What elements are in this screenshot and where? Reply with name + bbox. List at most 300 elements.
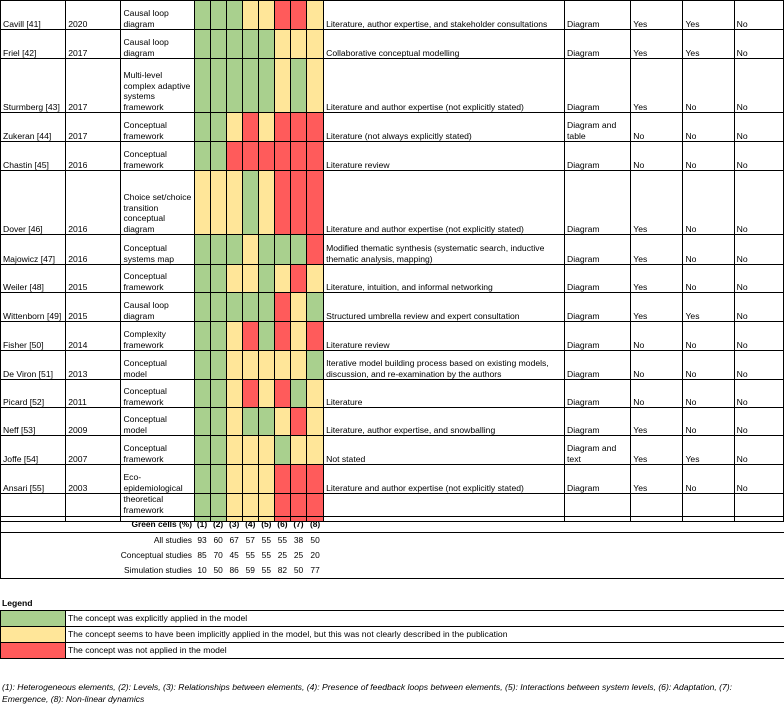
concept-cell-8: [307, 235, 324, 265]
model-type-cell: Conceptual framework: [121, 113, 194, 142]
year-cell: 2016: [66, 235, 121, 265]
concept-cell-6: [274, 1, 290, 30]
summary-value: 60: [213, 535, 223, 545]
format-cell: Diagram: [565, 380, 631, 408]
legend-title: Legend: [2, 598, 33, 608]
col-b-cell: No: [683, 380, 734, 408]
source-cell: Modified thematic synthesis (systematic search, inductive thematic analysis, mapping): [324, 235, 565, 265]
concept-cell-1: [194, 113, 210, 142]
model-type-cell: Multi-level complex adaptive systems framework: [121, 59, 194, 113]
summary-header: [0, 517, 784, 533]
format-cell: Diagram: [565, 1, 631, 30]
summary-value: 20: [310, 550, 320, 560]
col-b-cell: No: [683, 465, 734, 494]
summary-row: [0, 548, 784, 563]
col-a-cell: Yes: [631, 59, 683, 113]
year-cell: 2013: [66, 351, 121, 380]
col-c-cell: No: [734, 171, 783, 235]
concept-cell-8: [307, 408, 324, 436]
source-cell: Literature review: [324, 142, 565, 171]
concept-cell-1: [194, 30, 210, 59]
summary-row-label: Conceptual studies: [120, 550, 192, 560]
year-cell: 2020: [66, 1, 121, 30]
concept-cell-1: [194, 380, 210, 408]
summary-header-label: Green cells (%): [0, 517, 194, 533]
legend-text: The concept seems to have been implicitly applied in the model, but this was not clearly described in the publication: [66, 627, 784, 643]
concept-cell-1: [194, 322, 210, 351]
col-b-cell: Yes: [683, 436, 734, 465]
source-cell: Literature, author expertise, and snowballing: [324, 408, 565, 436]
concept-cell-3: [226, 265, 242, 293]
concept-cell-7: [291, 30, 307, 59]
concept-cell-1: [194, 408, 210, 436]
summary-col-header: (6): [274, 517, 290, 533]
year-cell: 2014: [66, 322, 121, 351]
concept-cell-5: [258, 59, 274, 113]
author-cell: Majowicz [47]: [1, 235, 66, 265]
col-a-cell: Yes: [631, 408, 683, 436]
concept-cell-2: [210, 380, 226, 408]
concept-cell-5: [258, 351, 274, 380]
table-row: [1, 171, 784, 235]
concept-cell-4: [242, 235, 258, 265]
concept-cell-6: [274, 265, 290, 293]
model-type-cell: Choice set/choice transition conceptual diagram: [121, 171, 194, 235]
source-cell: Literature: [324, 380, 565, 408]
concept-cell-7: [291, 465, 307, 494]
format-cell: Diagram and text: [565, 436, 631, 465]
concept-cell-5: [258, 465, 274, 494]
summary-col-header: (3): [226, 517, 242, 533]
source-cell: Structured umbrella review and expert consultation: [324, 293, 565, 322]
summary-value: 93: [197, 535, 207, 545]
concept-cell-8: [307, 380, 324, 408]
author-cell: Wittenborn [49]: [1, 293, 66, 322]
concept-cell-8: [307, 436, 324, 465]
concept-cell-7: [291, 142, 307, 171]
format-cell: Diagram: [565, 235, 631, 265]
source-cell: Not stated: [324, 436, 565, 465]
summary-spacer: [324, 517, 784, 533]
concept-cell-2: [210, 293, 226, 322]
concept-cell-7: [291, 408, 307, 436]
col-c-cell: No: [734, 465, 783, 494]
model-type-cell: Conceptual framework: [121, 436, 194, 465]
col-a-cell: No: [631, 113, 683, 142]
concept-cell-8: [307, 465, 324, 494]
concept-cell-3: [226, 235, 242, 265]
concept-cell-2: [210, 265, 226, 293]
col-a-cell: Yes: [631, 265, 683, 293]
source-cell: Literature review: [324, 322, 565, 351]
model-type-cell: Causal loop diagram: [121, 30, 194, 59]
col-b-cell: No: [683, 408, 734, 436]
summary-value: 57: [245, 535, 255, 545]
author-cell: Cavill [41]: [1, 1, 66, 30]
col-c-cell: No: [734, 408, 783, 436]
concept-cell-8: [307, 171, 324, 235]
col-c-cell: No: [734, 436, 783, 465]
concept-cell-1: [194, 436, 210, 465]
concept-cell-1: [194, 171, 210, 235]
col-a-cell: Yes: [631, 235, 683, 265]
concept-cell-1: [194, 351, 210, 380]
concept-cell-6: [274, 113, 290, 142]
concept-cell-3: [226, 408, 242, 436]
table-row: [1, 322, 784, 351]
col-a-cell: Yes: [631, 436, 683, 465]
concept-cell-7: [291, 59, 307, 113]
table-row: [1, 408, 784, 436]
summary-row-label: Simulation studies: [124, 565, 192, 575]
source-cell: Iterative model building process based on existing models, discussion, and re-examination by the authors: [324, 351, 565, 380]
summary-value: 10: [197, 565, 207, 575]
author-cell: Ansari [55]: [1, 465, 66, 494]
col-b-cell: No: [683, 322, 734, 351]
concept-cell-2: [210, 322, 226, 351]
year-cell: 2015: [66, 293, 121, 322]
summary-rows: [0, 517, 784, 579]
author-cell: Weiler [48]: [1, 265, 66, 293]
summary-row-label: All studies: [153, 535, 192, 545]
model-type-cell: Conceptual framework: [121, 142, 194, 171]
table-row: [1, 436, 784, 465]
summary-row: [0, 563, 784, 578]
col-b-cell: Yes: [683, 30, 734, 59]
col-a-cell: Yes: [631, 171, 683, 235]
format-cell: Diagram: [565, 322, 631, 351]
model-type-cell: Conceptual model: [121, 408, 194, 436]
summary-spacer: [324, 563, 784, 578]
concept-cell-4: [242, 59, 258, 113]
author-cell: Zukeran [44]: [1, 113, 66, 142]
concept-cell-4: [242, 30, 258, 59]
concept-cell-6: [274, 465, 290, 494]
legend-swatch: [1, 643, 66, 659]
col-c-cell: No: [734, 30, 783, 59]
model-type-cell: Causal loop diagram: [121, 1, 194, 30]
concept-cell-7: [291, 436, 307, 465]
col-b-cell: No: [683, 235, 734, 265]
concept-cell-7: [291, 351, 307, 380]
col-c-cell: No: [734, 1, 783, 30]
author-cell: Fisher [50]: [1, 322, 66, 351]
concept-cell-8: [307, 1, 324, 30]
model-type-cell: theoretical framework: [121, 494, 194, 522]
concept-cell-7: [291, 1, 307, 30]
summary-col-header: (1): [194, 517, 210, 533]
concept-cell-4: [242, 113, 258, 142]
format-cell: Diagram: [565, 265, 631, 293]
concept-cell-2: [210, 30, 226, 59]
concept-cell-3: [226, 1, 242, 30]
summary-spacer: [324, 548, 784, 563]
summary-value: 67: [229, 535, 239, 545]
year-cell: 2017: [66, 59, 121, 113]
summary-value: 55: [261, 550, 271, 560]
model-type-cell: Conceptual framework: [121, 380, 194, 408]
concept-cell-1: [194, 293, 210, 322]
concept-cell-7: [291, 293, 307, 322]
concept-cell-4: [242, 465, 258, 494]
col-a-cell: Yes: [631, 465, 683, 494]
concept-cell-3: [226, 380, 242, 408]
model-type-cell: Conceptual framework: [121, 265, 194, 293]
summary-value: 55: [277, 535, 288, 545]
legend-swatch: [1, 627, 66, 643]
format-cell: Diagram: [565, 408, 631, 436]
concept-cell-6: [274, 380, 290, 408]
summary-value: 50: [293, 565, 304, 575]
col-c-cell: No: [734, 351, 783, 380]
concept-cell-1: [194, 1, 210, 30]
format-cell: Diagram: [565, 142, 631, 171]
concept-cell-7: [291, 380, 307, 408]
table-row: [1, 142, 784, 171]
concept-cell-6: [274, 59, 290, 113]
table-row: [1, 59, 784, 113]
source-cell: Collaborative conceptual modelling: [324, 30, 565, 59]
source-cell: Literature, intuition, and informal networking: [324, 265, 565, 293]
legend-rows: [1, 611, 784, 659]
summary-col-header: (7): [290, 517, 306, 533]
concept-cell-3: [226, 351, 242, 380]
concept-cell-2: [210, 59, 226, 113]
summary-value: 77: [310, 565, 320, 575]
summary-value: 82: [277, 565, 288, 575]
year-cell: 2017: [66, 113, 121, 142]
col-a-cell: Yes: [631, 1, 683, 30]
concept-cell-8: [307, 59, 324, 113]
summary-value: 50: [213, 565, 223, 575]
col-c-cell: No: [734, 235, 783, 265]
format-cell: Diagram and table: [565, 113, 631, 142]
source-cell: Literature, author expertise, and stakeholder consultations: [324, 1, 565, 30]
col-a-cell: No: [631, 322, 683, 351]
table-row: [1, 30, 784, 59]
concept-cell-5: [258, 322, 274, 351]
source-cell: Literature and author expertise (not explicitly stated): [324, 171, 565, 235]
source-cell: Literature and author expertise (not explicitly stated): [324, 59, 565, 113]
concept-cell-4: [242, 380, 258, 408]
author-cell: Dover [46]: [1, 171, 66, 235]
legend-text: The concept was not applied in the model: [66, 643, 784, 659]
table-row: [1, 293, 784, 322]
col-a-cell: Yes: [631, 30, 683, 59]
concept-cell-4: [242, 408, 258, 436]
col-c-cell: No: [734, 265, 783, 293]
model-type-cell: Conceptual model: [121, 351, 194, 380]
legend-swatch: [1, 611, 66, 627]
concept-cell-3: [226, 59, 242, 113]
legend-item: [1, 627, 784, 643]
legend-text: The concept was explicitly applied in the model: [66, 611, 784, 627]
concept-cell-5: [258, 265, 274, 293]
col-a-cell: No: [631, 142, 683, 171]
concept-cell-3: [226, 171, 242, 235]
format-cell: Diagram: [565, 351, 631, 380]
author-cell: Joffe [54]: [1, 436, 66, 465]
concept-cell-8: [307, 351, 324, 380]
summary-value: 25: [293, 550, 304, 560]
summary-value: 50: [310, 535, 320, 545]
model-type-cell: Causal loop diagram: [121, 293, 194, 322]
format-cell: Diagram: [565, 465, 631, 494]
concept-cell-5: [258, 408, 274, 436]
concept-cell-8: [307, 113, 324, 142]
concept-cell-3: [226, 113, 242, 142]
legend-table: [0, 610, 784, 659]
summary-col-header: (4): [242, 517, 258, 533]
model-type-cell: Eco-epidemiological: [121, 465, 194, 494]
table-row: [1, 235, 784, 265]
col-a-cell: No: [631, 351, 683, 380]
author-cell: De Viron [51]: [1, 351, 66, 380]
concept-cell-1: [194, 265, 210, 293]
col-b-cell: No: [683, 59, 734, 113]
legend-item: [1, 643, 784, 659]
concept-cell-4: [242, 293, 258, 322]
col-b-cell: No: [683, 351, 734, 380]
summary-value: 25: [277, 550, 288, 560]
concept-cell-5: [258, 380, 274, 408]
summary-col-header: (5): [258, 517, 274, 533]
concept-cell-2: [210, 465, 226, 494]
concept-cell-6: [274, 235, 290, 265]
concept-cell-3: [226, 465, 242, 494]
concept-cell-4: [242, 171, 258, 235]
author-cell: Picard [52]: [1, 380, 66, 408]
summary-value: 55: [245, 550, 255, 560]
concept-cell-1: [194, 235, 210, 265]
concept-cell-2: [210, 408, 226, 436]
summary-value: 85: [197, 550, 207, 560]
summary-value: 55: [261, 535, 271, 545]
concept-cell-2: [210, 171, 226, 235]
col-c-cell: No: [734, 380, 783, 408]
concept-cell-6: [274, 142, 290, 171]
year-cell: 2007: [66, 436, 121, 465]
col-b-cell: No: [683, 265, 734, 293]
concept-cell-3: [226, 142, 242, 171]
summary-spacer: [324, 533, 784, 549]
concept-cell-1: [194, 142, 210, 171]
concept-cell-6: [274, 293, 290, 322]
concept-cell-2: [210, 436, 226, 465]
concept-cell-7: [291, 171, 307, 235]
author-cell: Friel [42]: [1, 30, 66, 59]
model-type-cell: Complexity framework: [121, 322, 194, 351]
footnote: (1): Heterogeneous elements, (2): Levels, (3): Relationships between elements, (4): Presence of feedback loops between elements, (5): Interactions between system levels, (6): Adaptation, (7): Emergence, (8): Non-linear dynamics: [2, 682, 733, 704]
col-a-cell: Yes: [631, 293, 683, 322]
source-cell: Literature and author expertise (not explicitly stated): [324, 465, 565, 494]
concept-cell-8: [307, 265, 324, 293]
author-cell: Neff [53]: [1, 408, 66, 436]
table-row: [1, 351, 784, 380]
concept-cell-7: [291, 113, 307, 142]
summary-value: 45: [229, 550, 239, 560]
concept-cell-5: [258, 30, 274, 59]
col-b-cell: No: [683, 171, 734, 235]
concept-cell-5: [258, 171, 274, 235]
summary-col-header: (2): [210, 517, 226, 533]
concept-cell-6: [274, 408, 290, 436]
concept-cell-5: [258, 235, 274, 265]
author-cell: Chastin [45]: [1, 142, 66, 171]
col-b-cell: No: [683, 142, 734, 171]
concept-cell-1: [194, 59, 210, 113]
concept-cell-7: [291, 265, 307, 293]
concept-cell-4: [242, 1, 258, 30]
concept-cell-5: [258, 293, 274, 322]
table-row: [1, 1, 784, 30]
year-cell: 2016: [66, 171, 121, 235]
concept-cell-2: [210, 1, 226, 30]
model-type-cell: Conceptual systems map: [121, 235, 194, 265]
table-row: [1, 265, 784, 293]
concept-cell-5: [258, 1, 274, 30]
concept-cell-3: [226, 30, 242, 59]
summary-value: 59: [245, 565, 255, 575]
year-cell: 2016: [66, 142, 121, 171]
concept-cell-7: [291, 235, 307, 265]
summary-value: 38: [293, 535, 304, 545]
year-cell: 2017: [66, 30, 121, 59]
col-c-cell: No: [734, 59, 783, 113]
concept-cell-8: [307, 142, 324, 171]
concept-cell-2: [210, 351, 226, 380]
year-cell: 2011: [66, 380, 121, 408]
col-b-cell: Yes: [683, 1, 734, 30]
col-c-cell: No: [734, 322, 783, 351]
table-row: [1, 465, 784, 494]
concept-cell-3: [226, 322, 242, 351]
concept-cell-7: [291, 322, 307, 351]
summary-table: [0, 516, 784, 578]
concept-cell-6: [274, 436, 290, 465]
source-cell: Literature (not always explicitly stated): [324, 113, 565, 142]
col-a-cell: No: [631, 380, 683, 408]
concept-cell-2: [210, 235, 226, 265]
summary-value: 70: [213, 550, 223, 560]
author-cell: Sturmberg [43]: [1, 59, 66, 113]
concept-cell-4: [242, 436, 258, 465]
concept-cell-6: [274, 351, 290, 380]
format-cell: Diagram: [565, 293, 631, 322]
format-cell: Diagram: [565, 171, 631, 235]
col-c-cell: No: [734, 293, 783, 322]
concept-cell-4: [242, 265, 258, 293]
concept-cell-8: [307, 30, 324, 59]
col-c-cell: No: [734, 142, 783, 171]
concept-cell-2: [210, 142, 226, 171]
concept-cell-4: [242, 322, 258, 351]
year-cell: 2009: [66, 408, 121, 436]
concept-cell-6: [274, 322, 290, 351]
concept-cell-6: [274, 171, 290, 235]
legend-item: [1, 611, 784, 627]
table-row: [1, 113, 784, 142]
concept-cell-4: [242, 142, 258, 171]
concept-cell-8: [307, 322, 324, 351]
col-c-cell: No: [734, 113, 783, 142]
concept-cell-4: [242, 351, 258, 380]
studies-rows: [1, 1, 784, 522]
summary-value: 86: [229, 565, 239, 575]
concept-cell-2: [210, 113, 226, 142]
concept-cell-5: [258, 436, 274, 465]
concept-cell-3: [226, 293, 242, 322]
